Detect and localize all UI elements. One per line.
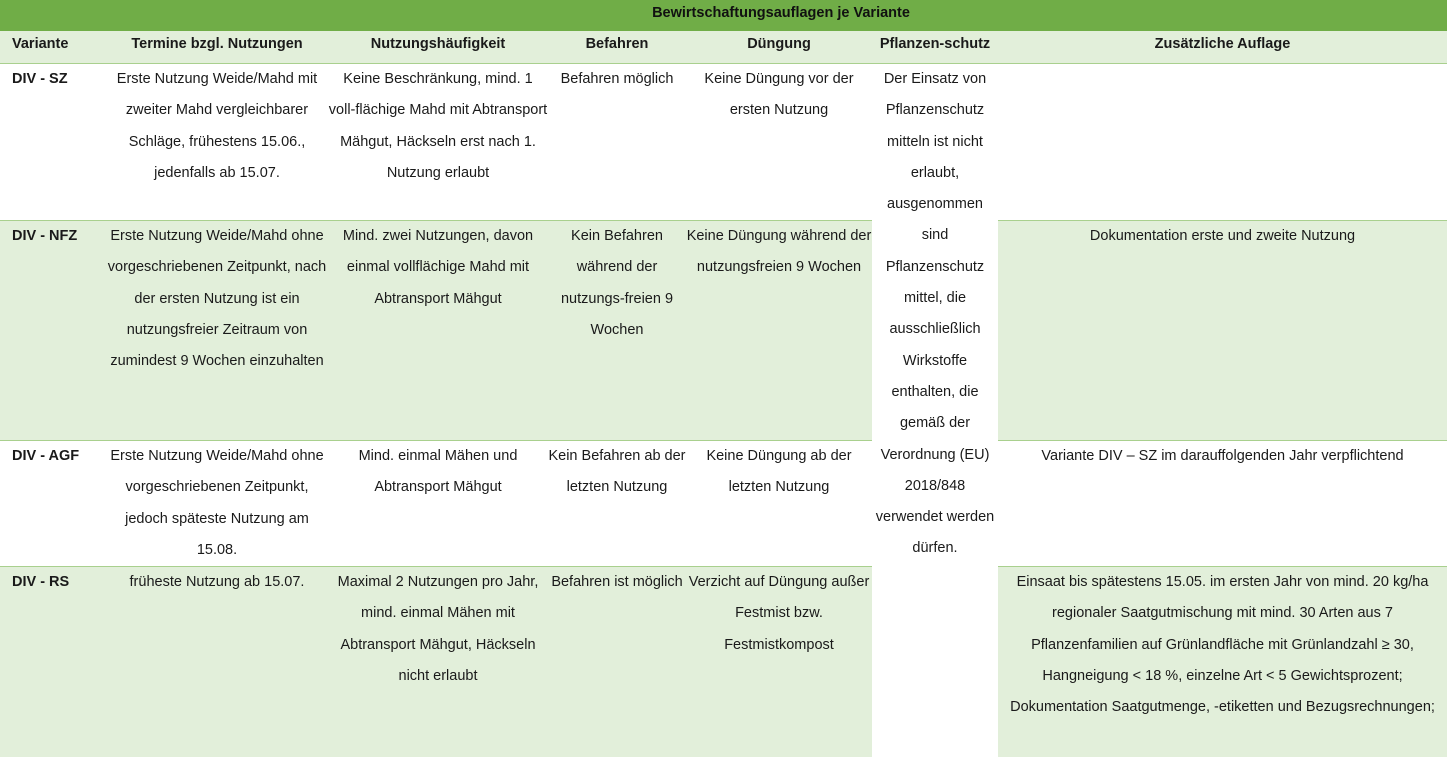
cell-duengung: Verzicht auf Düngung außer Festmist bzw. Festmistkompost xyxy=(686,567,872,757)
management-requirements-table xyxy=(0,31,1447,757)
header-variante: Variante xyxy=(0,31,106,64)
table-row xyxy=(0,567,1447,757)
cell-variante: DIV - SZ xyxy=(0,64,106,221)
table-title: Bewirtschaftungsauflagen je Variante xyxy=(0,0,1447,31)
cell-befahren: Befahren möglich xyxy=(548,64,686,221)
header-duengung: Düngung xyxy=(686,31,872,64)
cell-befahren: Kein Befahren ab der letzten Nutzung xyxy=(548,441,686,567)
table-row xyxy=(0,64,1447,221)
cell-duengung: Keine Düngung ab der letzten Nutzung xyxy=(686,441,872,567)
cell-duengung: Keine Düngung vor der ersten Nutzung xyxy=(686,64,872,221)
header-befahren: Befahren xyxy=(548,31,686,64)
cell-termine: Erste Nutzung Weide/Mahd mit zweiter Mahd vergleichbarer Schläge, frühestens 15.06., jedenfalls ab 15.07. xyxy=(106,64,328,221)
cell-variante: DIV - AGF xyxy=(0,441,106,567)
cell-haeufigkeit: Mind. einmal Mähen und Abtransport Mähgut xyxy=(328,441,548,567)
cell-pflanzenschutz: Der Einsatz von Pflanzenschutz mitteln ist nicht erlaubt, ausgenommen sind Pflanzenschutz mittel, die ausschließlich Wirkstoffe enthalten, die gemäß der Verordnung (EU) 2018/848 verwendet werden dürfen. xyxy=(872,64,998,757)
table-row xyxy=(0,221,1447,441)
header-auflage: Zusätzliche Auflage xyxy=(998,31,1447,64)
cell-haeufigkeit: Maximal 2 Nutzungen pro Jahr, mind. einmal Mähen mit Abtransport Mähgut, Häckseln nicht erlaubt xyxy=(328,567,548,757)
cell-haeufigkeit: Keine Beschränkung, mind. 1 voll-flächige Mahd mit Abtransport Mähgut, Häckseln erst nach 1. Nutzung erlaubt xyxy=(328,64,548,221)
cell-duengung: Keine Düngung während der nutzungsfreien 9 Wochen xyxy=(686,221,872,441)
cell-variante: DIV - RS xyxy=(0,567,106,757)
header-row xyxy=(0,31,1447,64)
table-row xyxy=(0,441,1447,567)
cell-auflage xyxy=(998,64,1447,221)
header-pflanzenschutz: Pflanzen-schutz xyxy=(872,31,998,64)
cell-termine: Erste Nutzung Weide/Mahd ohne vorgeschriebenen Zeitpunkt, jedoch späteste Nutzung am 15.08. xyxy=(106,441,328,567)
cell-auflage: Dokumentation erste und zweite Nutzung xyxy=(998,221,1447,441)
cell-variante: DIV - NFZ xyxy=(0,221,106,441)
header-haeufigkeit: Nutzungshäufigkeit xyxy=(328,31,548,64)
cell-termine: früheste Nutzung ab 15.07. xyxy=(106,567,328,757)
header-termine: Termine bzgl. Nutzungen xyxy=(106,31,328,64)
cell-termine: Erste Nutzung Weide/Mahd ohne vorgeschriebenen Zeitpunkt, nach der ersten Nutzung ist ein nutzungsfreier Zeitraum von zumindest 9 Wochen einzuhalten xyxy=(106,221,328,441)
cell-auflage: Variante DIV – SZ im darauffolgenden Jahr verpflichtend xyxy=(998,441,1447,567)
cell-auflage: Einsaat bis spätestens 15.05. im ersten Jahr von mind. 20 kg/ha regionaler Saatgutmischung mit mind. 30 Arten aus 7 Pflanzenfamilien auf Grünlandfläche mit Grünlandzahl ≥ 30, Hangneigung < 18 %, einzelne Art < 5 Gewichtsprozent; Dokumentation Saatgutmenge, -etiketten und Bezugsrechnungen; xyxy=(998,567,1447,757)
cell-befahren: Befahren ist möglich xyxy=(548,567,686,757)
cell-haeufigkeit: Mind. zwei Nutzungen, davon einmal vollflächige Mahd mit Abtransport Mähgut xyxy=(328,221,548,441)
cell-befahren: Kein Befahren während der nutzungs-freien 9 Wochen xyxy=(548,221,686,441)
